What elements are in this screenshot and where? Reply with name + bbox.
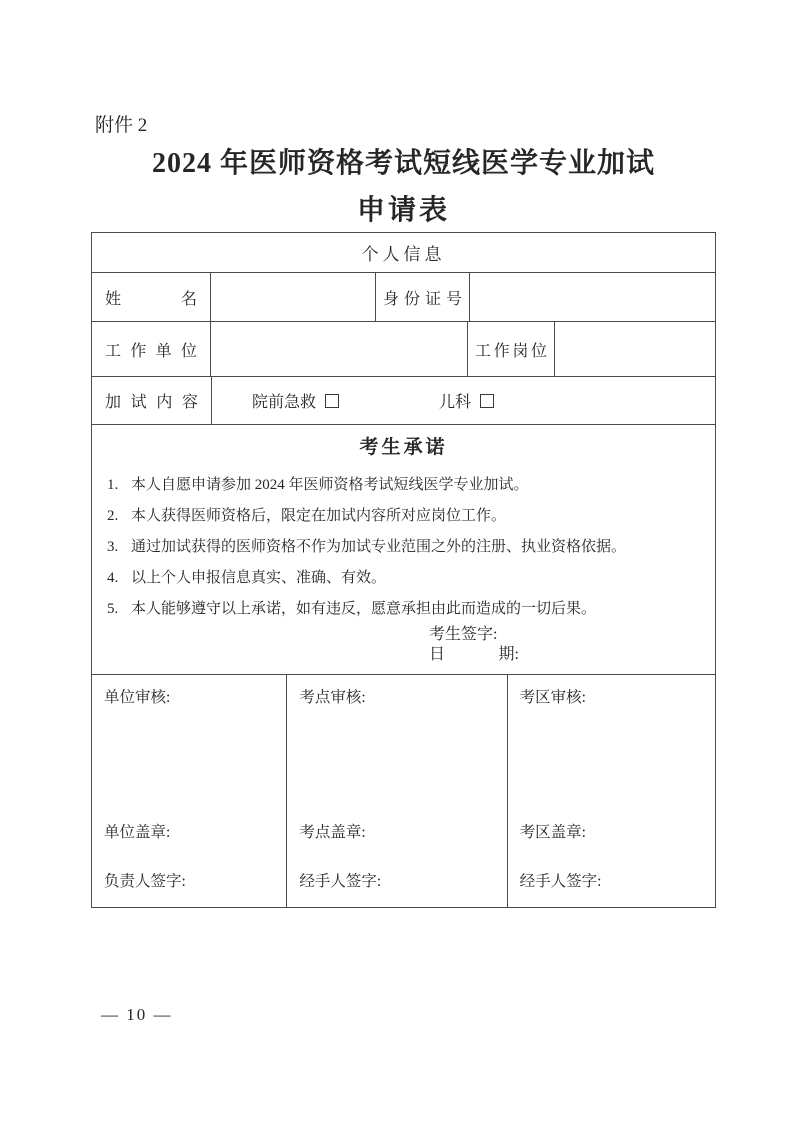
unit-review-label: 单位审核: xyxy=(104,689,171,706)
option-pediatrics-label: 儿科 xyxy=(439,394,472,411)
candidate-pledge-section xyxy=(92,425,715,675)
checkbox-pre-hospital-emergency xyxy=(325,394,339,408)
pledge-item-1: 1. 本人自愿申请参加 2024 年医师资格考试短线医学专业加试。 xyxy=(107,477,529,493)
document-title-line2: 申请表 xyxy=(356,195,450,226)
pledge-item-4: 4. 以上个人申报信息真实、准确、有效。 xyxy=(107,570,387,586)
personal-info-section-title: 个人信息 xyxy=(361,245,446,264)
id-number-value-field xyxy=(470,273,715,321)
pledge-title: 考生承诺 xyxy=(359,437,448,458)
addtest-content-row xyxy=(92,377,715,425)
site-review-label: 考点审核: xyxy=(299,689,366,706)
application-form-table xyxy=(91,232,716,908)
site-sign-label: 经手人签字: xyxy=(299,873,382,890)
unit-sign-label: 负责人签字: xyxy=(104,873,186,890)
work-unit-post-row xyxy=(92,322,715,377)
option-pediatrics xyxy=(439,389,494,412)
date-label: 日 期: xyxy=(429,646,519,663)
page-number: — 10 — xyxy=(101,1005,173,1024)
id-number-label: 身份证号 xyxy=(376,273,470,321)
name-id-row xyxy=(92,273,715,322)
addtest-content-label: 加试内容 xyxy=(92,377,212,424)
unit-review-cell xyxy=(92,675,287,907)
attachment-label: 附件 2 xyxy=(95,115,148,136)
pledge-item-2: 2. 本人获得医师资格后，限定在加试内容所对应岗位工作。 xyxy=(107,508,507,524)
name-label: 姓名 xyxy=(92,273,211,321)
pledge-item-5: 5. 本人能够遵守以上承诺，如有违反，愿意承担由此而造成的一切后果。 xyxy=(107,601,597,617)
checkbox-pediatrics xyxy=(480,394,494,408)
district-sign-label: 经手人签字: xyxy=(519,873,602,890)
option-pre-hospital-emergency-label: 院前急救 xyxy=(252,394,317,411)
name-value-field xyxy=(211,273,376,321)
pledge-list xyxy=(92,470,715,625)
review-section-row xyxy=(92,675,715,907)
district-review-cell xyxy=(508,675,715,907)
pledge-item-3: 3. 通过加试获得的医师资格不作为加试专业范围之外的注册、执业资格依据。 xyxy=(107,539,627,555)
site-seal-label: 考点盖章: xyxy=(299,824,366,841)
candidate-signature-label: 考生签字: xyxy=(429,626,498,643)
work-unit-value-field xyxy=(211,322,468,376)
work-post-value-field xyxy=(555,322,715,376)
district-review-label: 考区审核: xyxy=(519,689,586,706)
site-review-cell xyxy=(287,675,507,907)
signature-block xyxy=(429,625,715,665)
work-unit-label: 工作单位 xyxy=(92,322,211,376)
work-post-label: 工作岗位 xyxy=(468,322,555,376)
unit-seal-label: 单位盖章: xyxy=(104,824,171,841)
addtest-options-cell xyxy=(212,377,715,424)
district-seal-label: 考区盖章: xyxy=(519,824,586,841)
personal-info-header-row xyxy=(92,233,715,273)
document-title-line1: 2024 年医师资格考试短线医学专业加试 xyxy=(151,148,655,179)
option-pre-hospital-emergency xyxy=(252,389,339,412)
